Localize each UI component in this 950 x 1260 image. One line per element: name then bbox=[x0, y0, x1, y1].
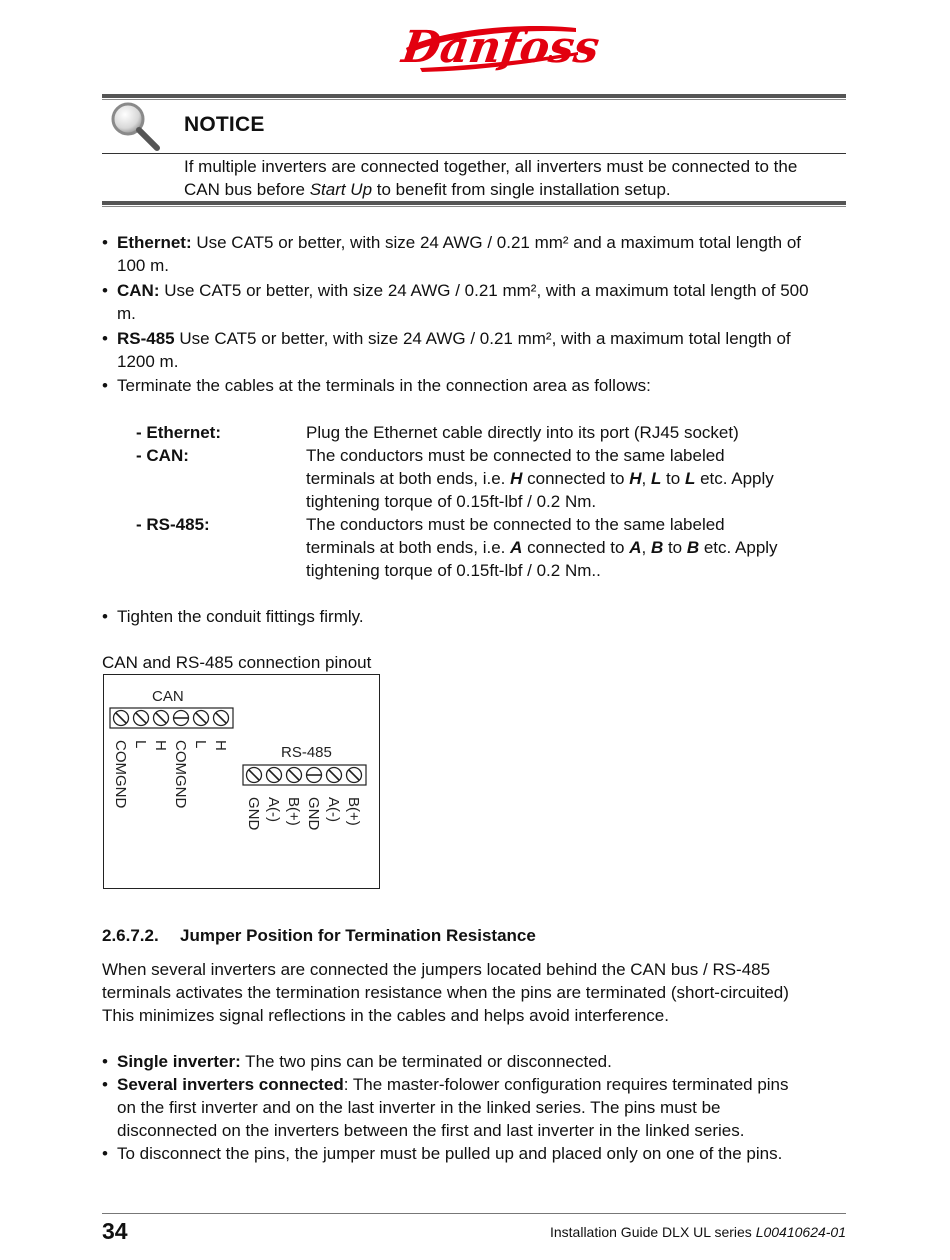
section-heading: 2.6.7.2. Jumper Position for Termination Resistance bbox=[102, 926, 536, 945]
svg-text:Danfoss: Danfoss bbox=[398, 21, 603, 73]
magnifier-icon bbox=[108, 100, 164, 152]
notice-divider bbox=[102, 153, 846, 154]
term-label-ethernet: - Ethernet: bbox=[136, 423, 221, 442]
rs485-label: RS-485 bbox=[281, 744, 332, 761]
pinout-svg bbox=[104, 675, 379, 888]
term-label-rs485: - RS-485: bbox=[136, 515, 210, 534]
term-desc-rs485: The conductors must be connected to the same labeled terminals at both ends, i.e. A connected to A, B to B etc. Apply tightening torque of 0.15ft-lbf / 0.2 Nm.. bbox=[306, 515, 778, 580]
can-screw-slot-6 bbox=[216, 713, 226, 723]
footer-guide-title: Installation Guide DLX UL series L00410624-01 bbox=[549, 1224, 846, 1240]
rs485-screw-slot-5 bbox=[329, 770, 339, 780]
term-desc-can: The conductors must be connected to the same labeled terminals at both ends, i.e. H connected to H, L to L etc. Apply tightening torque of 0.15ft-lbf / 0.2 Nm. bbox=[306, 446, 774, 511]
rs485-pin-label-2: A(-) bbox=[265, 797, 282, 822]
can-pin-label-4: COMGND bbox=[172, 740, 189, 809]
rs485-screw-slot-1 bbox=[249, 770, 259, 780]
bullet-can: • CAN: Use CAT5 or better, with size 24 AWG / 0.21 mm², with a maximum total length of 500 m. bbox=[102, 279, 842, 325]
can-screw-slot-1 bbox=[116, 713, 126, 723]
can-pin-label-2: L bbox=[132, 740, 149, 749]
notice-title: NOTICE bbox=[184, 113, 265, 136]
can-label: CAN bbox=[152, 688, 184, 705]
bullet-tighten: • Tighten the conduit fittings firmly. bbox=[102, 605, 842, 628]
bullet-ethernet: • Ethernet: Use CAT5 or better, with size 24 AWG / 0.21 mm² and a maximum total length of 100 m. bbox=[102, 231, 842, 277]
rs485-screw-slot-6 bbox=[349, 770, 359, 780]
can-pin-label-5: L bbox=[192, 740, 209, 749]
notice-top-rule bbox=[102, 94, 846, 98]
rs485-screw-slot-2 bbox=[269, 770, 279, 780]
bullet-single-inverter: • Single inverter: The two pins can be terminated or disconnected. bbox=[102, 1050, 842, 1073]
bullet-disconnect-pins: • To disconnect the pins, the jumper must be pulled up and placed only on one of the pins. bbox=[102, 1142, 842, 1165]
rs485-pin-label-3: B(+) bbox=[285, 797, 302, 826]
bullet-several-inverters: • Several inverters connected: The master-folower configuration requires terminated pins on the first inverter and on the last inverter in the linked series. The pins must be disconnected on the inverters between the first and last inverter in the linked series. bbox=[102, 1073, 842, 1142]
can-screw-slot-2 bbox=[136, 713, 146, 723]
notice-bottom-rule bbox=[102, 201, 846, 205]
rs485-pin-label-6: B(+) bbox=[345, 797, 362, 826]
footer-rule bbox=[102, 1213, 846, 1214]
can-screw-slot-3 bbox=[156, 713, 166, 723]
rs485-screw-slot-3 bbox=[289, 770, 299, 780]
can-pin-label-6: H bbox=[212, 740, 229, 751]
term-label-can: - CAN: bbox=[136, 446, 189, 465]
term-desc-ethernet: Plug the Ethernet cable directly into its port (RJ45 socket) bbox=[306, 423, 739, 442]
rs485-pin-label-1: GND bbox=[245, 797, 262, 831]
pinout-diagram bbox=[103, 674, 380, 889]
notice-text: If multiple inverters are connected together, all inverters must be connected to the CAN bus before Start Up to benefit from single installation setup. bbox=[184, 157, 798, 199]
bullet-terminate: • Terminate the cables at the terminals in the connection area as follows: bbox=[102, 374, 842, 397]
section-paragraph: When several inverters are connected the jumpers located behind the CAN bus / RS-485 terminals activates the termination resistance when the pins are terminated (short-circuited) This minimizes signal reflections in the cables and helps avoid interference. bbox=[102, 960, 789, 1025]
can-pin-label-1: COMGND bbox=[112, 740, 129, 809]
danfoss-logo bbox=[398, 8, 603, 82]
rs485-pin-label-5: A(-) bbox=[325, 797, 342, 822]
can-screw-slot-5 bbox=[196, 713, 206, 723]
diagram-caption: CAN and RS-485 connection pinout bbox=[102, 653, 372, 672]
bullet-rs485: • RS-485 Use CAT5 or better, with size 24 AWG / 0.21 mm², with a maximum total length of 1200 m. bbox=[102, 327, 842, 373]
can-pin-label-3: H bbox=[152, 740, 169, 751]
rs485-pin-label-4: GND bbox=[305, 797, 322, 831]
page-number: 34 bbox=[102, 1218, 128, 1244]
